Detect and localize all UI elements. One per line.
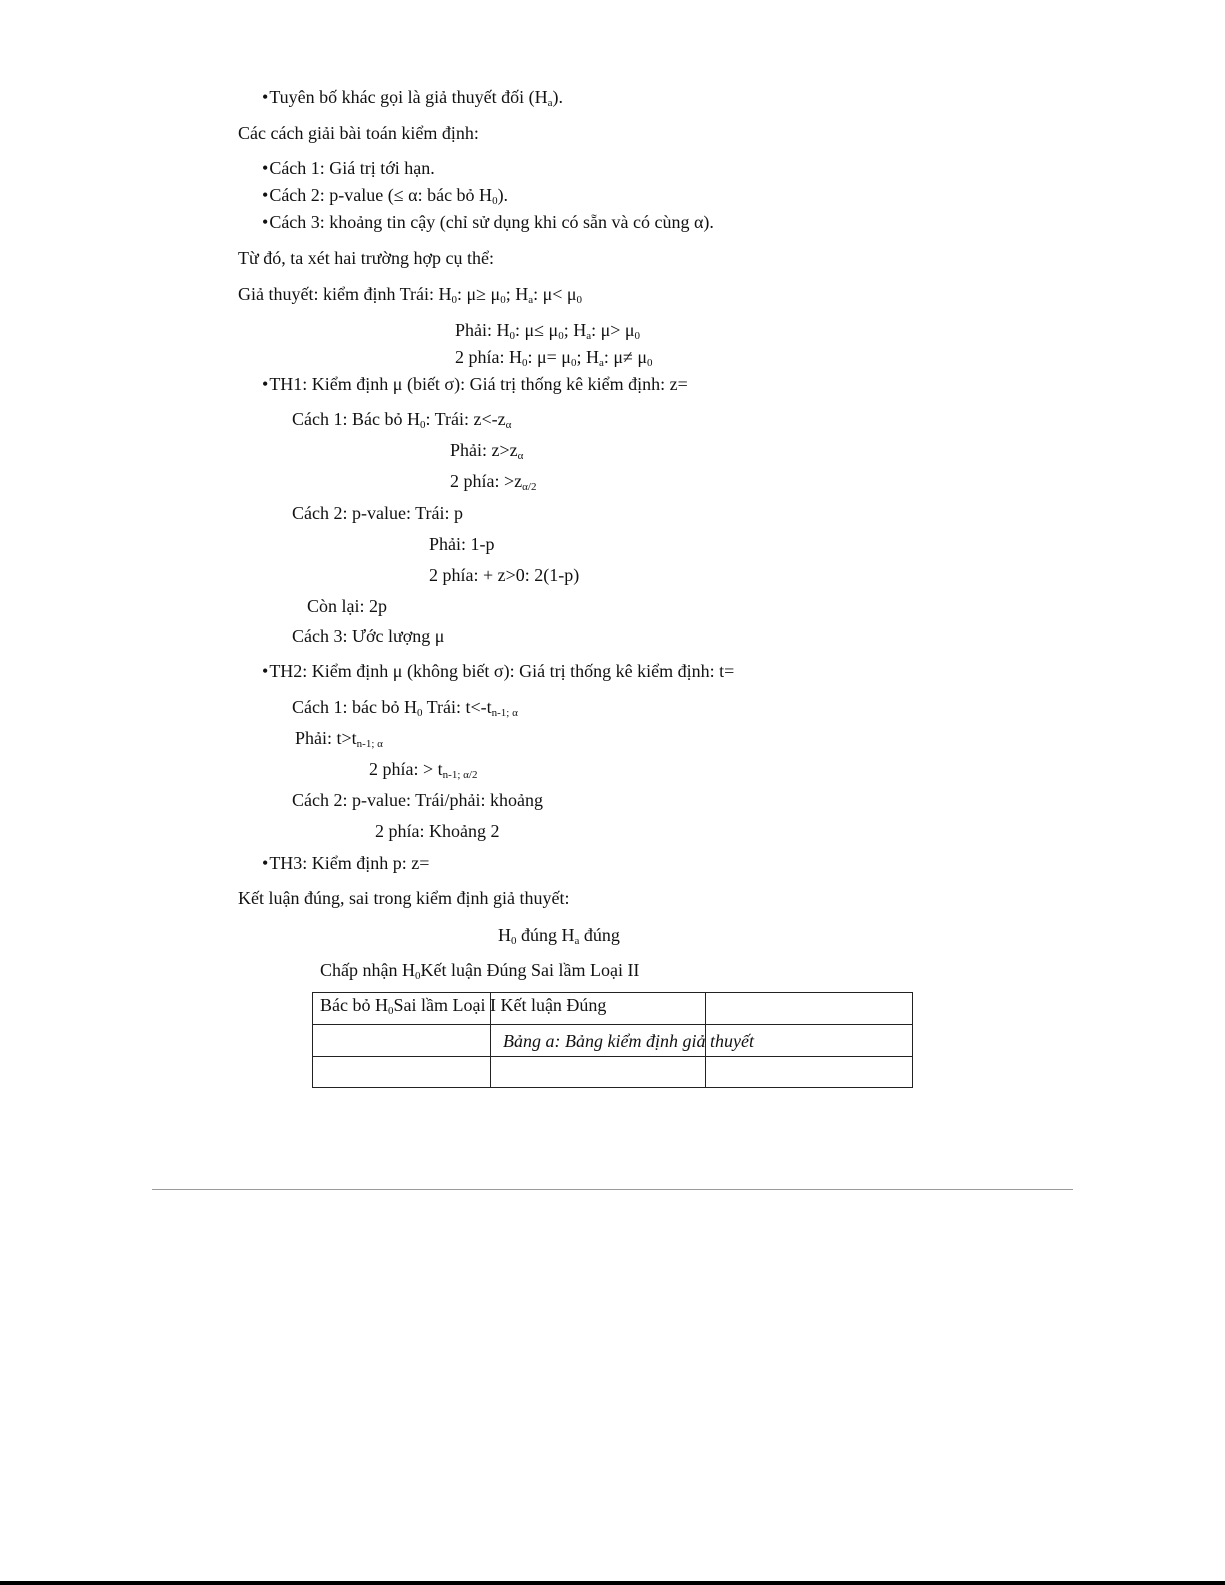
table-column-headers: $H_0$ đúng $H_a$ đúng [498, 925, 620, 947]
case-1-method-1-right: Phải: $z>z_\alpha$ [450, 440, 524, 462]
alternative-hypothesis-line: • Tuyên bố khác gọi là giả thuyết đối $(H_a)$. [262, 86, 563, 108]
hypothesis-right-line: Phải: $H_0$: $\mu\le \mu_0$; $H_a$: $\mu> \mu_0$ [455, 320, 641, 342]
method-2-line: • Cách 2: p-value (≤ α: bác bỏ $H_0$). [262, 184, 508, 206]
hypothesis-left-line: Giả thuyết: kiểm định Trái: $H_0$: $\mu\ge \mu_0$; $H_a$: $\mu< \mu_0$ [238, 284, 583, 306]
bottom-border [0, 1581, 1225, 1585]
hypothesis-two-sided-line: 2 phía: $H_0$: $\mu= \mu_0$; $H_a$: $\mu\ne \mu_0$ [455, 347, 653, 369]
case-1-method-3: Cách 3: Ước lượng μ [292, 626, 445, 646]
case-2-heading: • TH2: Kiểm định μ (không biết σ): Giá trị thống kê kiểm định: t= [262, 660, 734, 682]
case-2-method-2-two-sided: 2 phía: Khoảng 2 [375, 821, 500, 841]
case-1-method-2-otherwise: Còn lại: 2p [307, 596, 387, 616]
case-1-method-2: Cách 2: p-value: Trái: p [292, 503, 463, 523]
case-3-heading: • TH3: Kiểm định p: z= [262, 852, 429, 874]
table-caption: Bảng a: Bảng kiểm định giả thuyết [503, 1031, 754, 1051]
case-2-method-1-right: Phải: $t>t_{n-1; \alpha}$ [295, 728, 383, 750]
cases-intro: Từ đó, ta xét hai trường hợp cụ thể: [238, 248, 494, 268]
conclusion-heading: Kết luận đúng, sai trong kiểm định giả thuyết: [238, 888, 570, 908]
table-row-reject: Bác bỏ $H_0Sai$ lầm Loại I Kết luận Đúng [320, 995, 607, 1017]
method-3-line: • Cách 3: khoảng tin cậy (chỉ sử dụng khi có sẵn và có cùng α). [262, 211, 714, 233]
case-1-method-1-two-sided: 2 phía: $>z_{\alpha/2}$ [450, 471, 537, 493]
case-1-method-2-two-sided: 2 phía: + z>0: 2(1-p) [429, 565, 580, 585]
methods-heading: Các cách giải bài toán kiểm định: [238, 123, 479, 143]
case-1-method-2-right: Phải: 1-p [429, 534, 495, 554]
case-1-method-1: Cách 1: Bác bỏ $H_0$: Trái: $z<-z_\alpha$ [292, 409, 512, 431]
case-2-method-2: Cách 2: p-value: Trái/phải: khoảng [292, 790, 543, 810]
page-separator [152, 1189, 1073, 1190]
case-2-method-1: Cách 1: bác bỏ $H_0$ Trái: $t<-t_{n-1; \alpha}$ [292, 697, 518, 719]
case-2-method-1-two-sided: 2 phía: > $t_{n-1; \alpha/2}$ [369, 759, 478, 781]
method-1-line: • Cách 1: Giá trị tới hạn. [262, 157, 435, 179]
case-1-heading: • TH1: Kiểm định μ (biết σ): Giá trị thống kê kiểm định: z= [262, 373, 688, 395]
table-row-accept: Chấp nhận $H_0Kết$ luận Đúng Sai lầm Loại II [320, 960, 640, 982]
